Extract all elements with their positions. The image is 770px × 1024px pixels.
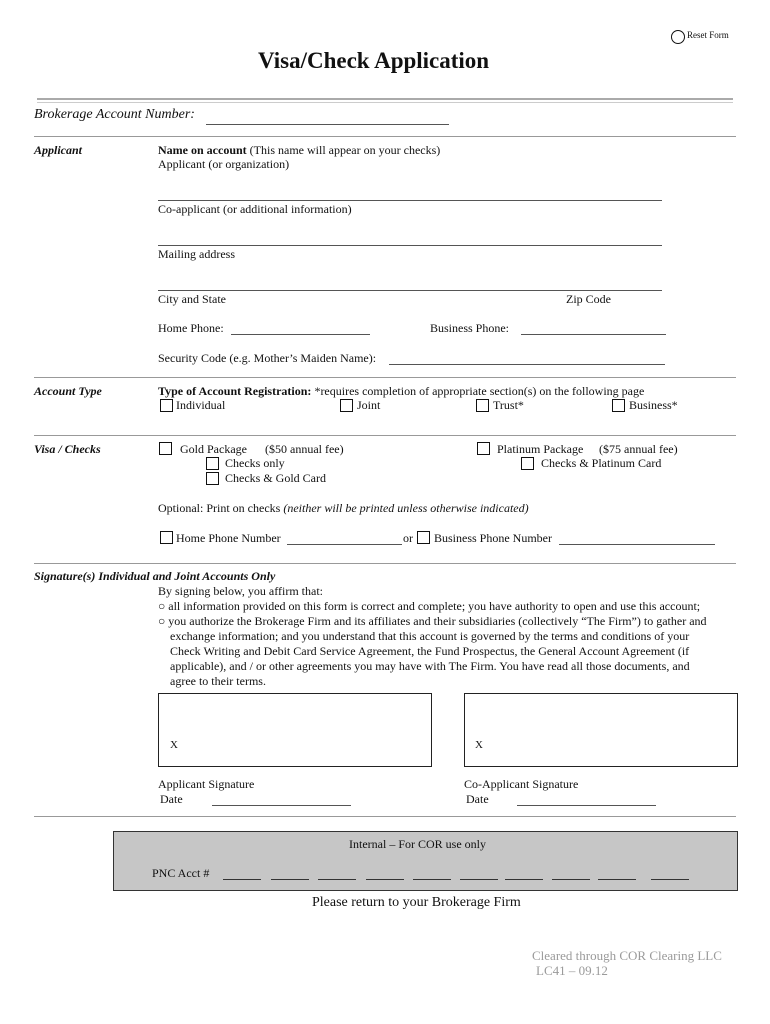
co-applicant-label: Co-applicant (or additional information) [158, 202, 352, 216]
business-checkbox[interactable] [612, 399, 625, 412]
optional-print-note [158, 501, 529, 516]
optional-print-italic: (neither will be printed unless otherwise indicated) [283, 501, 529, 515]
or-label: or [403, 531, 413, 545]
security-code-label: Security Code (e.g. Mother’s Maiden Name): [158, 351, 377, 365]
business-label: Business* [629, 398, 678, 412]
applicant-date-field[interactable] [212, 805, 351, 806]
section-divider [34, 816, 736, 817]
gold-package-fee: ($50 annual fee) [265, 442, 344, 456]
page-title: Visa/Check Application [258, 48, 490, 73]
account-registration-note: *requires completion of appropriate section(s) on the following page [314, 384, 645, 398]
name-on-account-heading [158, 143, 440, 158]
home-phone-field[interactable] [231, 334, 370, 335]
home-phone-number-label: Home Phone Number [176, 531, 281, 545]
brokerage-account-field[interactable] [206, 124, 449, 125]
applicant-signature-label: Applicant Signature [158, 777, 255, 791]
section-applicant: Applicant [34, 143, 83, 157]
platinum-package-label: Platinum Package [497, 442, 584, 456]
applicant-signature-box[interactable] [158, 693, 432, 767]
home-phone-label: Home Phone: [158, 321, 224, 335]
optional-print-text: Optional: Print on checks [158, 501, 284, 515]
co-applicant-signature-box[interactable] [464, 693, 738, 767]
affirm-bullet-2-line: exchange information; and you understand that this account is governed by the terms and conditions of your [170, 629, 690, 643]
pnc-acct-field[interactable] [651, 879, 689, 880]
account-registration-bold: Type of Account Registration: [158, 384, 312, 398]
applicant-signature-x: X [170, 739, 178, 751]
checks-only-checkbox[interactable] [206, 457, 219, 470]
brokerage-account-label: Brokerage Account Number: [34, 107, 195, 122]
pnc-acct-label: PNC Acct # [152, 866, 210, 880]
trust-label: Trust* [493, 398, 524, 412]
return-note: Please return to your Brokerage Firm [312, 895, 521, 910]
pnc-acct-field[interactable] [413, 879, 451, 880]
platinum-package-checkbox[interactable] [477, 442, 490, 455]
section-divider [34, 377, 736, 378]
checks-platinum-card-label: Checks & Platinum Card [541, 456, 662, 470]
business-phone-number-checkbox[interactable] [417, 531, 430, 544]
pnc-acct-field[interactable] [598, 879, 636, 880]
co-applicant-field[interactable] [158, 245, 662, 246]
mailing-address-field[interactable] [158, 290, 662, 291]
individual-checkbox[interactable] [160, 399, 173, 412]
section-divider [34, 136, 736, 137]
business-phone-label: Business Phone: [430, 321, 510, 335]
cleared-through-note: Cleared through COR Clearing LLC [532, 948, 722, 963]
name-on-account-note: (This name will appear on your checks) [249, 143, 441, 157]
pnc-acct-field[interactable] [271, 879, 309, 880]
co-applicant-date-field[interactable] [517, 805, 656, 806]
home-phone-number-checkbox[interactable] [160, 531, 173, 544]
section-account-type: Account Type [34, 384, 102, 398]
pnc-acct-field[interactable] [505, 879, 543, 880]
section-divider [34, 435, 736, 436]
internal-use-title: Internal – For COR use only [349, 837, 486, 851]
individual-label: Individual [176, 398, 226, 412]
co-applicant-signature-x: X [475, 739, 483, 751]
co-applicant-signature-label: Co-Applicant Signature [464, 777, 579, 791]
checks-gold-card-checkbox[interactable] [206, 472, 219, 485]
affirm-bullet-2-line: agree to their terms. [170, 674, 266, 688]
pnc-acct-field[interactable] [552, 879, 590, 880]
applicant-date-label: Date [160, 792, 183, 806]
business-phone-field[interactable] [521, 334, 666, 335]
reset-form-button[interactable] [671, 30, 685, 44]
affirm-bullet-2-line: applicable), and / or other agreements you may have with The Firm. You have read all those documents, and [170, 659, 690, 673]
checks-only-label: Checks only [225, 456, 285, 470]
city-state-label: City and State [158, 292, 226, 306]
mailing-address-label: Mailing address [158, 247, 235, 261]
pnc-acct-field[interactable] [366, 879, 404, 880]
section-signature: Signature(s) Individual and Joint Accounts Only [34, 569, 276, 583]
gold-package-label: Gold Package [180, 442, 247, 456]
pnc-acct-field[interactable] [460, 879, 498, 880]
affirm-bullet-2-line: Check Writing and Debit Card Service Agreement, the Fund Prospectus, the General Account Agreement (if [170, 644, 690, 658]
applicant-org-label: Applicant (or organization) [158, 157, 290, 171]
signature-intro: By signing below, you affirm that: [158, 584, 323, 598]
security-code-field[interactable] [389, 364, 665, 365]
pnc-acct-field[interactable] [318, 879, 356, 880]
zip-code-label: Zip Code [566, 292, 611, 306]
checks-platinum-card-checkbox[interactable] [521, 457, 534, 470]
applicant-name-field[interactable] [158, 200, 662, 201]
form-code: LC41 – 09.12 [536, 963, 608, 978]
account-registration-heading [158, 384, 644, 399]
reset-form-label[interactable]: Reset Form [687, 30, 729, 40]
joint-label: Joint [357, 398, 381, 412]
co-applicant-date-label: Date [466, 792, 489, 806]
section-visa-checks: Visa / Checks [34, 442, 101, 456]
gold-package-checkbox[interactable] [159, 442, 172, 455]
name-on-account-bold: Name on account [158, 143, 247, 157]
business-phone-number-field[interactable] [559, 544, 715, 545]
section-divider [34, 563, 736, 564]
checks-gold-card-label: Checks & Gold Card [225, 471, 326, 485]
joint-checkbox[interactable] [340, 399, 353, 412]
affirm-bullet-1: ○ all information provided on this form is correct and complete; you have authority to open and use this account; [158, 599, 701, 613]
pnc-acct-field[interactable] [223, 879, 261, 880]
title-divider [37, 98, 733, 103]
platinum-package-fee: ($75 annual fee) [599, 442, 678, 456]
trust-checkbox[interactable] [476, 399, 489, 412]
affirm-bullet-2-line: ○ you authorize the Brokerage Firm and its affiliates and their subsidiaries (collectively “The Firm”) to gather and [158, 614, 707, 628]
home-phone-number-field[interactable] [287, 544, 402, 545]
business-phone-number-label: Business Phone Number [434, 531, 552, 545]
